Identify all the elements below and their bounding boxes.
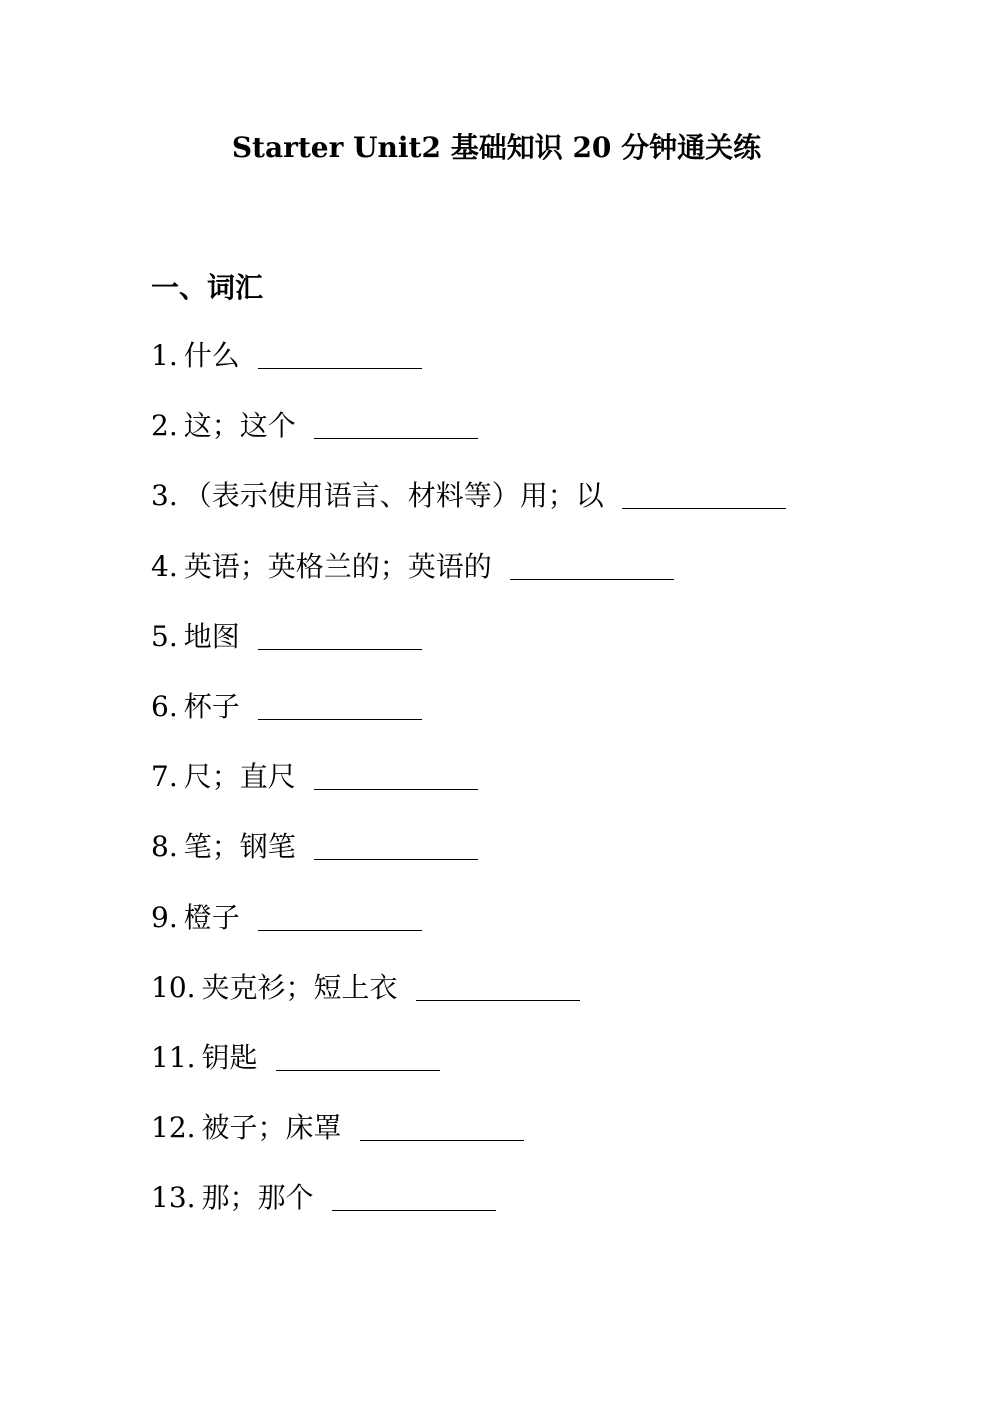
list-item [151, 687, 786, 757]
answer-blank[interactable] [258, 898, 422, 931]
item-prompt: 什么 [183, 339, 240, 372]
item-number: 10. [151, 970, 196, 1004]
answer-blank[interactable] [276, 1038, 440, 1071]
answer-blank[interactable] [314, 757, 478, 790]
list-item [151, 336, 786, 406]
page-title: Starter Unit2 基础知识 20 分钟通关练 [231, 131, 762, 164]
item-prompt: 被子；床罩 [201, 1111, 342, 1145]
item-prompt: （表示使用语言、材料等）用；以 [183, 479, 604, 513]
item-prompt: 尺；直尺 [183, 760, 296, 794]
answer-blank[interactable] [258, 336, 422, 369]
list-item [151, 968, 786, 1038]
item-number: 1. [151, 339, 178, 372]
list-item [151, 547, 786, 617]
list-item [151, 476, 786, 546]
list-item [151, 406, 786, 476]
item-prompt: 笔；钢笔 [183, 830, 296, 864]
item-prompt: 地图 [183, 619, 240, 653]
item-prompt: 夹克衫；短上衣 [201, 970, 398, 1004]
item-number: 5. [151, 619, 178, 653]
item-number: 12. [151, 1111, 196, 1145]
answer-blank[interactable] [510, 547, 674, 580]
item-prompt: 橙子 [183, 900, 240, 934]
list-item [151, 757, 786, 827]
item-prompt: 钥匙 [201, 1040, 258, 1074]
answer-blank[interactable] [258, 617, 422, 650]
answer-blank[interactable] [258, 687, 422, 720]
item-number: 11. [151, 1040, 196, 1074]
answer-blank[interactable] [332, 1178, 496, 1211]
list-item [151, 1178, 786, 1248]
answer-blank[interactable] [416, 968, 580, 1001]
list-item [151, 1108, 786, 1178]
list-item [151, 898, 786, 968]
item-number: 6. [151, 689, 178, 723]
answer-blank[interactable] [314, 827, 478, 860]
item-number: 2. [151, 409, 178, 443]
item-number: 9. [151, 900, 178, 934]
item-number: 3. [151, 479, 178, 513]
list-item [151, 617, 786, 687]
item-number: 7. [151, 760, 178, 794]
section-heading: 一、词汇 [151, 271, 264, 304]
answer-blank[interactable] [314, 406, 478, 439]
list-item [151, 827, 786, 897]
item-prompt: 那；那个 [201, 1181, 314, 1215]
item-prompt: 杯子 [183, 689, 240, 723]
item-number: 4. [151, 549, 178, 583]
answer-blank[interactable] [622, 476, 786, 509]
answer-blank[interactable] [360, 1108, 524, 1141]
item-prompt: 这；这个 [183, 409, 296, 443]
item-number: 8. [151, 830, 178, 864]
item-prompt: 英语；英格兰的；英语的 [183, 549, 492, 583]
item-number: 13. [151, 1181, 196, 1215]
vocabulary-list [151, 336, 786, 1248]
list-item [151, 1038, 786, 1108]
